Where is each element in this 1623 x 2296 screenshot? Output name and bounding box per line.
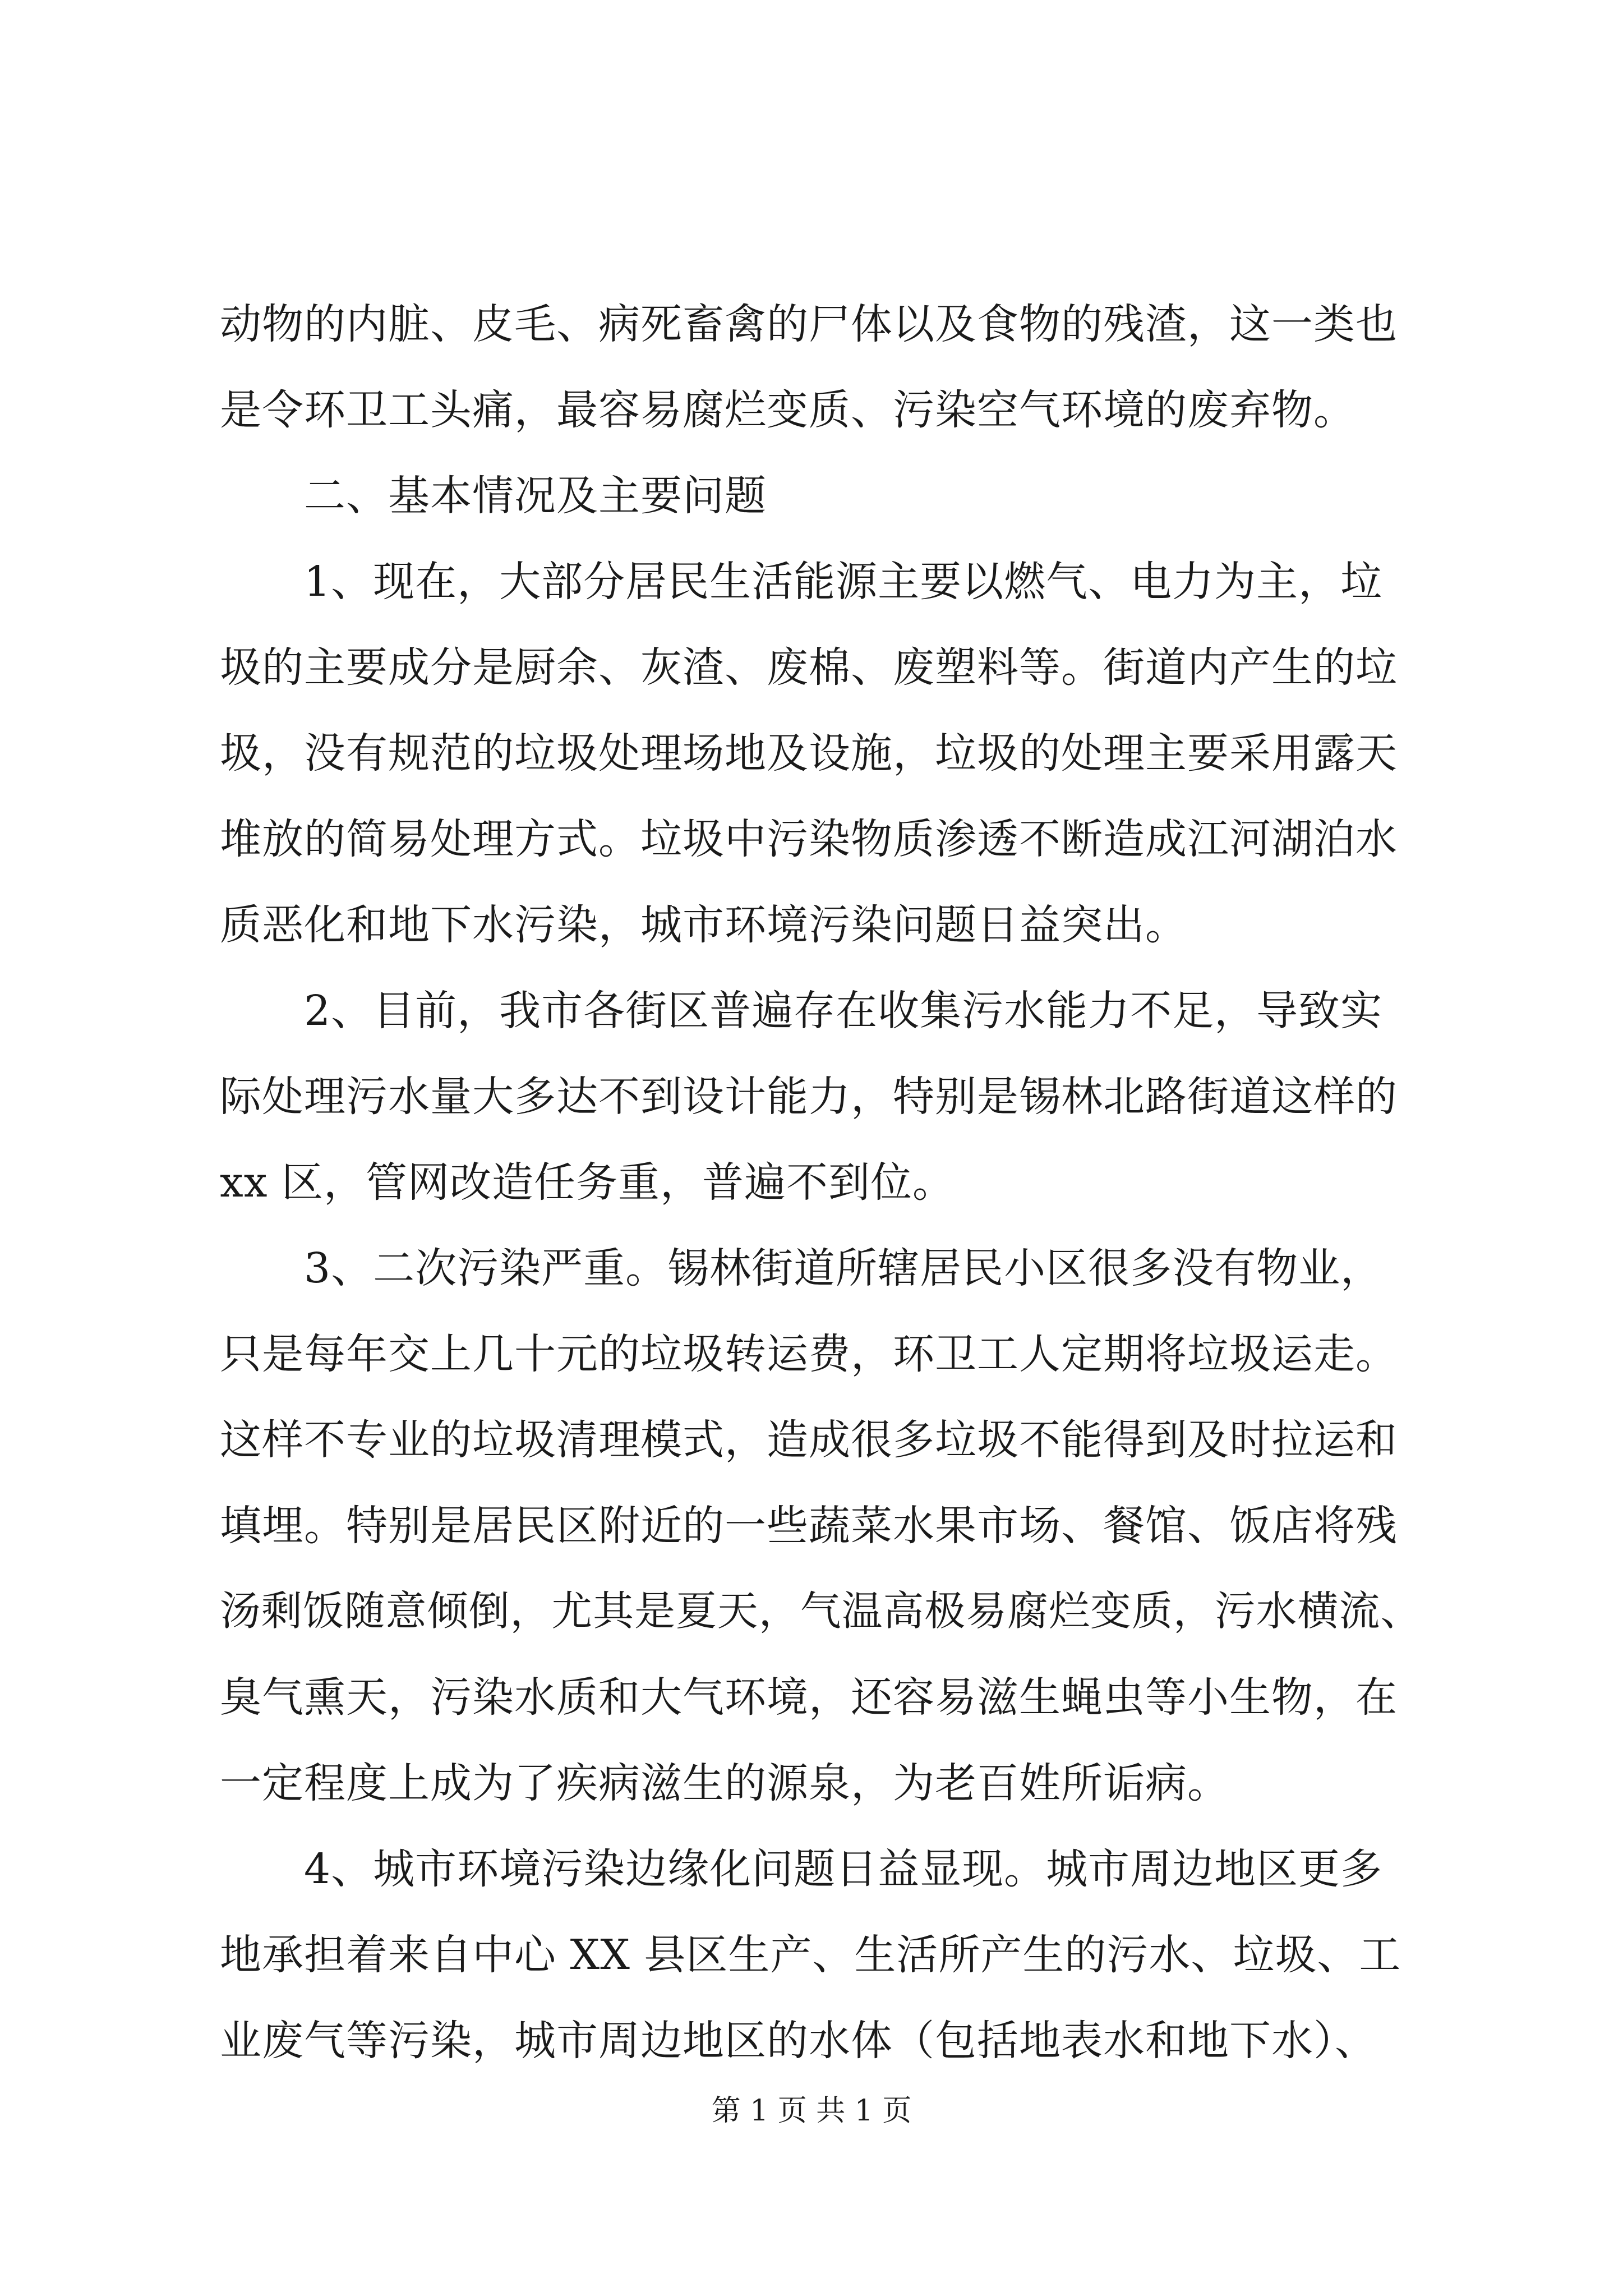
text-line: 只是每年交上几十元的垃圾转运费，环卫工人定期将垃圾运走。 (220, 1330, 1398, 1378)
text-line: 地承担着来自中心 XX 县区生产、生活所产生的污水、垃圾、工 (220, 1931, 1401, 1979)
text-line: 是令环卫工头痛，最容易腐烂变质、污染空气环境的废弃物。 (220, 386, 1355, 434)
text-line: 1、现在，大部分居民生活能源主要以燃气、电力为主，垃 (304, 558, 1383, 606)
text-line: 4、城市环境污染边缘化问题日益显现。城市周边地区更多 (304, 1845, 1383, 1893)
text-line: 动物的内脏、皮毛、病死畜禽的尸体以及食物的残渣，这一类也 (220, 300, 1398, 348)
section-heading: 二、基本情况及主要问题 (304, 472, 767, 520)
page-footer: 第 1 页 共 1 页 (711, 2094, 912, 2128)
text-line: 堆放的简易处理方式。垃圾中污染物质渗透不断造成江河湖泊水 (220, 815, 1398, 863)
text-line: xx 区，管网改造任务重，普遍不到位。 (220, 1158, 955, 1207)
text-line: 际处理污水量大多达不到设计能力，特别是锡林北路街道这样的 (220, 1073, 1398, 1121)
text-line: 质恶化和地下水污染，城市环境污染问题日益突出。 (220, 901, 1187, 949)
text-line: 这样不专业的垃圾清理模式，造成很多垃圾不能得到及时拉运和 (220, 1416, 1398, 1464)
text-line: 圾的主要成分是厨余、灰渣、废棉、废塑料等。街道内产生的垃 (220, 643, 1398, 692)
text-line: 圾，没有规范的垃圾处理场地及设施，垃圾的处理主要采用露天 (220, 729, 1398, 777)
text-line: 3、二次污染严重。锡林街道所辖居民小区很多没有物业， (304, 1244, 1383, 1292)
text-line: 汤剩饭随意倾倒，尤其是夏天，气温高极易腐烂变质，污水横流、 (220, 1588, 1422, 1635)
text-line: 填埋。特别是居民区附近的一些蔬菜水果市场、餐馆、饭店将残 (220, 1502, 1398, 1550)
text-line: 臭气熏天，污染水质和大气环境，还容易滋生蝇虫等小生物，在 (220, 1673, 1398, 1722)
text-line: 一定程度上成为了疾病滋生的源泉，为老百姓所诟病。 (220, 1759, 1229, 1807)
text-line: 业废气等污染，城市周边地区的水体（包括地表水和地下水）、 (220, 2017, 1377, 2065)
text-line: 2、目前，我市各街区普遍存在收集污水能力不足，导致实 (304, 987, 1383, 1035)
